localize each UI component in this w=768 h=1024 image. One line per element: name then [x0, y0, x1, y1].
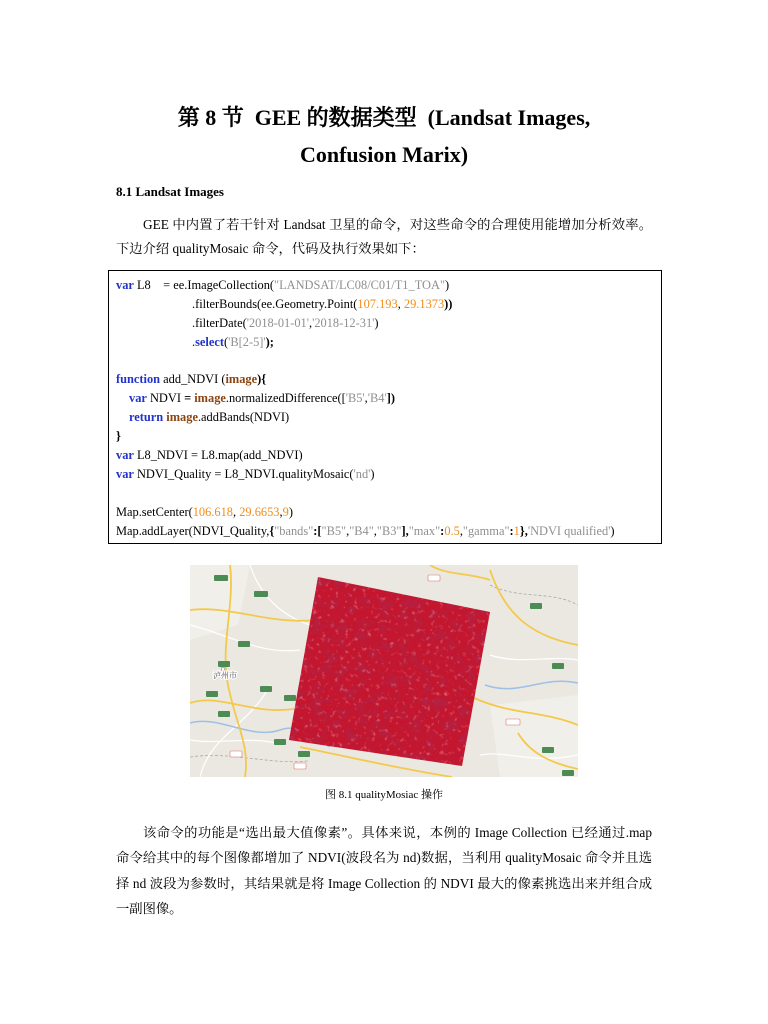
code-token: :	[440, 523, 445, 538]
code-token: 29.1373	[403, 296, 445, 311]
code-token: )	[374, 315, 379, 330]
code-token: .filterDate(	[192, 315, 247, 330]
code-token: 'nd'	[353, 466, 371, 481]
code-line	[116, 389, 661, 408]
code-token: L8_NDVI = L8.map(add_NDVI)	[133, 448, 303, 463]
code-token: 'B[2-5]'	[228, 334, 266, 349]
code-token: "LANDSAT/LC08/C01/T1_TOA"	[274, 278, 446, 292]
code-token: function	[116, 372, 161, 387]
intro-line: GEE 中内置了若干针对 Landsat 卫星的命令，对这些命令的合理使用能增加分析效率。	[143, 217, 652, 232]
chapter-title-line-2: Confusion Marix)	[299, 142, 469, 167]
code-line	[116, 370, 661, 389]
code-token: "B4"	[349, 523, 374, 538]
body-paragraph	[116, 820, 652, 921]
code-token: ,	[459, 523, 463, 538]
code-token: ,	[279, 504, 283, 519]
code-token: image	[194, 391, 226, 406]
code-line	[116, 427, 661, 446]
code-line	[116, 408, 661, 427]
map-image	[190, 565, 578, 777]
code-token: 'NDVI qualified'	[527, 523, 611, 538]
code-token: 106.618	[192, 504, 234, 519]
code-token: var	[116, 466, 134, 481]
code-token: 'B5'	[345, 391, 365, 406]
code-line	[116, 446, 661, 465]
code-token: ])	[386, 391, 395, 406]
code-token: .normalizedDifference([	[225, 391, 346, 406]
code-token: NDVI_Quality = L8_NDVI.qualityMosaic(	[133, 466, 354, 481]
body-line: 该命令的功能是“选出最大值像素”。具体来说，本例的 Image Collection 已经通过.map	[143, 825, 652, 840]
code-token: },	[519, 523, 528, 538]
code-token: select	[195, 334, 224, 349]
code-token: "max"	[408, 523, 441, 538]
code-token: .addBands(NDVI)	[197, 410, 290, 425]
code-token: 0.5	[444, 523, 460, 538]
code-token: );	[265, 334, 274, 349]
code-token: 1	[513, 523, 520, 538]
city-label: 泸州市	[213, 671, 237, 680]
code-token: ],	[401, 523, 409, 538]
code-token: '2018-01-01'	[246, 315, 309, 330]
code-token: ){	[257, 372, 267, 387]
code-line	[116, 333, 661, 352]
code-token: return	[129, 410, 164, 425]
code-token: ,	[373, 523, 377, 538]
body-line: 命令给其中的每个图像都增加了 NDVI(波段名为 nd)数据，当利用 qualityMosaic 命令并且选	[116, 850, 652, 866]
code-token: add_NDVI (	[160, 372, 226, 387]
code-token: )	[370, 466, 375, 481]
code-line-blank	[116, 484, 661, 503]
section-heading: 8.1 Landsat Images	[116, 184, 224, 199]
code-token: var	[116, 278, 134, 292]
code-token: image	[225, 372, 258, 387]
code-token: ,	[346, 523, 350, 538]
code-token: Map.setCenter(	[116, 504, 193, 519]
code-token: L8 = ee.ImageCollection(	[133, 278, 275, 292]
code-token: "B3"	[376, 523, 402, 538]
intro-paragraph	[116, 213, 652, 261]
code-token: .	[192, 334, 196, 349]
code-token: "gamma"	[462, 523, 510, 538]
code-token: ,	[364, 391, 368, 406]
code-line-blank	[116, 352, 661, 371]
code-token: image	[166, 410, 198, 425]
figure-caption: 图 8.1 qualityMosiac 操作	[325, 789, 443, 801]
code-token: )	[445, 278, 450, 292]
code-token: (	[224, 334, 229, 349]
body-line: 一副图像。	[116, 900, 183, 916]
code-token: var	[129, 391, 147, 406]
code-token: "B5"	[321, 523, 347, 538]
code-token: ,	[397, 296, 404, 311]
code-line	[116, 314, 661, 333]
code-token: ,	[308, 315, 313, 330]
code-token: 9	[282, 504, 289, 519]
code-token: =	[184, 391, 192, 406]
code-token: :	[509, 523, 514, 538]
code-token: .filterBounds(ee.Geometry.Point(	[192, 296, 358, 311]
chapter-title-line-1: 第 8 节 GEE 的数据类型 (Landsat Images,	[177, 105, 591, 130]
map-screenshot	[190, 565, 578, 777]
code-token: }	[116, 429, 121, 444]
code-line	[116, 522, 661, 541]
code-token: "bands"	[274, 523, 314, 538]
code-token: NDVI	[146, 391, 185, 406]
code-token: var	[116, 448, 134, 463]
body-line: 择 nd 波段为参数时，其结果就是将 Image Collection 的 NDVI 最大的像素挑选出来并组合成	[116, 875, 652, 891]
code-line	[116, 465, 661, 484]
code-listing	[108, 270, 662, 544]
code-token: 107.193	[357, 296, 398, 311]
code-token: :[	[313, 523, 322, 538]
code-token: {	[269, 523, 275, 538]
code-token: 'B4'	[367, 391, 387, 406]
code-line	[116, 295, 661, 314]
code-line	[116, 276, 661, 295]
code-token: '2018-12-31'	[312, 315, 375, 330]
code-token: )	[288, 504, 293, 519]
intro-line: 下边介绍 qualityMosaic 命令，代码及执行效果如下：	[116, 241, 425, 256]
code-token: )	[610, 523, 615, 538]
code-line	[116, 503, 661, 522]
code-token: ))	[444, 296, 453, 311]
code-token: 29.6653	[239, 504, 280, 519]
code-token: Map.addLayer(NDVI_Quality,	[116, 523, 270, 538]
code-token: ,	[233, 504, 240, 519]
